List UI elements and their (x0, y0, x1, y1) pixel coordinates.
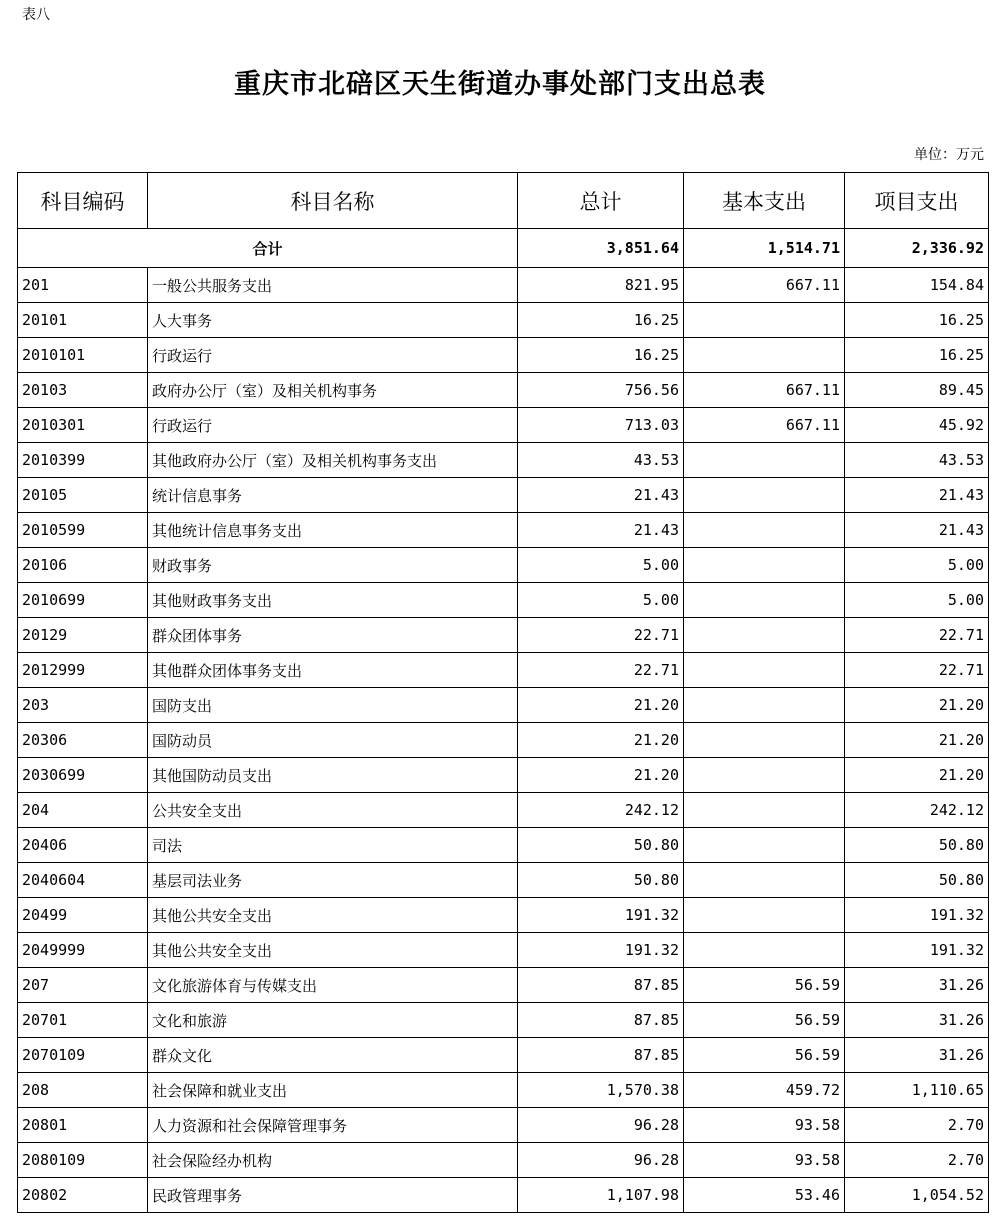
row-basic (684, 793, 845, 828)
table-row (18, 653, 989, 688)
row-basic (684, 898, 845, 933)
row-name: 财政事务 (148, 548, 518, 583)
row-basic (684, 723, 845, 758)
row-total: 1,570.38 (518, 1073, 684, 1108)
row-total: 87.85 (518, 1038, 684, 1073)
row-basic: 459.72 (684, 1073, 845, 1108)
row-code: 2080109 (18, 1143, 148, 1178)
row-name: 行政运行 (148, 338, 518, 373)
row-basic: 667.11 (684, 268, 845, 303)
row-project: 5.00 (845, 548, 989, 583)
row-code: 20101 (18, 303, 148, 338)
row-name: 其他公共安全支出 (148, 933, 518, 968)
row-project: 31.26 (845, 968, 989, 1003)
row-project: 31.26 (845, 1038, 989, 1073)
row-name: 社会保险经办机构 (148, 1143, 518, 1178)
row-project: 50.80 (845, 828, 989, 863)
total-project: 2,336.92 (845, 229, 989, 268)
row-name: 统计信息事务 (148, 478, 518, 513)
row-project: 21.43 (845, 513, 989, 548)
row-project: 16.25 (845, 303, 989, 338)
row-total: 43.53 (518, 443, 684, 478)
row-project: 45.92 (845, 408, 989, 443)
header-name: 科目名称 (148, 173, 518, 229)
row-name: 司法 (148, 828, 518, 863)
row-basic (684, 688, 845, 723)
row-basic (684, 513, 845, 548)
row-project: 5.00 (845, 583, 989, 618)
row-project: 1,054.52 (845, 1178, 989, 1213)
row-total: 5.00 (518, 548, 684, 583)
row-name: 其他政府办公厅（室）及相关机构事务支出 (148, 443, 518, 478)
table-row (18, 338, 989, 373)
row-total: 713.03 (518, 408, 684, 443)
row-basic (684, 758, 845, 793)
row-basic (684, 653, 845, 688)
row-project: 242.12 (845, 793, 989, 828)
row-code: 203 (18, 688, 148, 723)
row-project: 191.32 (845, 933, 989, 968)
row-basic (684, 478, 845, 513)
row-name: 社会保障和就业支出 (148, 1073, 518, 1108)
row-total: 21.43 (518, 513, 684, 548)
row-total: 21.20 (518, 688, 684, 723)
row-basic: 56.59 (684, 1003, 845, 1038)
total-label: 合计 (18, 229, 518, 268)
table-row (18, 1038, 989, 1073)
row-code: 207 (18, 968, 148, 1003)
header-total: 总计 (518, 173, 684, 229)
row-project: 191.32 (845, 898, 989, 933)
row-code: 20306 (18, 723, 148, 758)
header-code: 科目编码 (18, 173, 148, 229)
row-basic (684, 828, 845, 863)
row-basic: 56.59 (684, 1038, 845, 1073)
row-name: 公共安全支出 (148, 793, 518, 828)
row-basic (684, 583, 845, 618)
row-project: 43.53 (845, 443, 989, 478)
row-code: 20106 (18, 548, 148, 583)
row-name: 行政运行 (148, 408, 518, 443)
row-code: 2010699 (18, 583, 148, 618)
row-name: 一般公共服务支出 (148, 268, 518, 303)
row-project: 154.84 (845, 268, 989, 303)
table-row (18, 1003, 989, 1038)
row-project: 31.26 (845, 1003, 989, 1038)
row-basic: 93.58 (684, 1108, 845, 1143)
row-project: 22.71 (845, 653, 989, 688)
row-name: 群众文化 (148, 1038, 518, 1073)
table-row (18, 1108, 989, 1143)
expenditure-table (17, 172, 989, 1213)
table-row (18, 618, 989, 653)
row-code: 208 (18, 1073, 148, 1108)
row-code: 20105 (18, 478, 148, 513)
row-basic: 667.11 (684, 373, 845, 408)
row-basic (684, 303, 845, 338)
table-row (18, 828, 989, 863)
row-total: 50.80 (518, 863, 684, 898)
row-code: 20129 (18, 618, 148, 653)
unit-label: 单位：万元 (914, 147, 984, 163)
table-row (18, 408, 989, 443)
row-basic (684, 338, 845, 373)
row-basic (684, 933, 845, 968)
row-project: 2.70 (845, 1143, 989, 1178)
table-row (18, 268, 989, 303)
row-project: 2.70 (845, 1108, 989, 1143)
row-code: 2010399 (18, 443, 148, 478)
table-row (18, 1178, 989, 1213)
table-row (18, 898, 989, 933)
row-total: 191.32 (518, 933, 684, 968)
row-project: 50.80 (845, 863, 989, 898)
row-name: 民政管理事务 (148, 1178, 518, 1213)
row-total: 87.85 (518, 968, 684, 1003)
table-row (18, 1073, 989, 1108)
row-code: 20499 (18, 898, 148, 933)
row-total: 821.95 (518, 268, 684, 303)
row-name: 文化旅游体育与传媒支出 (148, 968, 518, 1003)
table-row (18, 583, 989, 618)
row-basic (684, 443, 845, 478)
row-name: 国防支出 (148, 688, 518, 723)
row-code: 2070109 (18, 1038, 148, 1073)
document-title: 重庆市北碚区天生街道办事处部门支出总表 (234, 69, 766, 100)
row-code: 20801 (18, 1108, 148, 1143)
row-total: 242.12 (518, 793, 684, 828)
total-sum: 3,851.64 (518, 229, 684, 268)
row-name: 其他财政事务支出 (148, 583, 518, 618)
row-code: 2010101 (18, 338, 148, 373)
table-row (18, 863, 989, 898)
row-total: 96.28 (518, 1108, 684, 1143)
table-row (18, 373, 989, 408)
row-total: 16.25 (518, 303, 684, 338)
total-row (18, 229, 989, 268)
row-total: 21.43 (518, 478, 684, 513)
row-total: 191.32 (518, 898, 684, 933)
table-row (18, 443, 989, 478)
row-total: 50.80 (518, 828, 684, 863)
header-project: 项目支出 (845, 173, 989, 229)
row-total: 87.85 (518, 1003, 684, 1038)
row-code: 2040604 (18, 863, 148, 898)
table-row (18, 478, 989, 513)
row-code: 2012999 (18, 653, 148, 688)
row-project: 21.20 (845, 758, 989, 793)
row-name: 人大事务 (148, 303, 518, 338)
header-row (18, 173, 989, 229)
row-project: 16.25 (845, 338, 989, 373)
row-project: 1,110.65 (845, 1073, 989, 1108)
row-name: 文化和旅游 (148, 1003, 518, 1038)
row-project: 21.20 (845, 723, 989, 758)
row-total: 21.20 (518, 758, 684, 793)
table-row (18, 1143, 989, 1178)
row-code: 2030699 (18, 758, 148, 793)
table-row (18, 758, 989, 793)
row-code: 204 (18, 793, 148, 828)
row-code: 20406 (18, 828, 148, 863)
row-project: 21.43 (845, 478, 989, 513)
row-total: 21.20 (518, 723, 684, 758)
table-number-label: 表八 (22, 7, 50, 23)
row-basic (684, 548, 845, 583)
row-name: 其他公共安全支出 (148, 898, 518, 933)
table-row (18, 513, 989, 548)
row-total: 96.28 (518, 1143, 684, 1178)
row-project: 22.71 (845, 618, 989, 653)
table-row (18, 933, 989, 968)
row-name: 国防动员 (148, 723, 518, 758)
row-total: 16.25 (518, 338, 684, 373)
row-total: 1,107.98 (518, 1178, 684, 1213)
row-code: 201 (18, 268, 148, 303)
header-basic: 基本支出 (684, 173, 845, 229)
total-basic: 1,514.71 (684, 229, 845, 268)
row-name: 群众团体事务 (148, 618, 518, 653)
table-row (18, 303, 989, 338)
row-basic: 93.58 (684, 1143, 845, 1178)
row-name: 其他群众团体事务支出 (148, 653, 518, 688)
row-code: 2010599 (18, 513, 148, 548)
row-project: 89.45 (845, 373, 989, 408)
row-basic: 53.46 (684, 1178, 845, 1213)
row-total: 756.56 (518, 373, 684, 408)
row-total: 22.71 (518, 618, 684, 653)
row-basic: 667.11 (684, 408, 845, 443)
row-name: 其他统计信息事务支出 (148, 513, 518, 548)
row-name: 其他国防动员支出 (148, 758, 518, 793)
row-total: 22.71 (518, 653, 684, 688)
row-name: 基层司法业务 (148, 863, 518, 898)
table-row (18, 723, 989, 758)
row-code: 2049999 (18, 933, 148, 968)
table-row (18, 548, 989, 583)
row-basic (684, 863, 845, 898)
table-row (18, 968, 989, 1003)
row-code: 20701 (18, 1003, 148, 1038)
row-total: 5.00 (518, 583, 684, 618)
row-name: 政府办公厅（室）及相关机构事务 (148, 373, 518, 408)
table-row (18, 688, 989, 723)
row-basic (684, 618, 845, 653)
table-row (18, 793, 989, 828)
row-code: 2010301 (18, 408, 148, 443)
row-name: 人力资源和社会保障管理事务 (148, 1108, 518, 1143)
row-project: 21.20 (845, 688, 989, 723)
row-code: 20103 (18, 373, 148, 408)
row-code: 20802 (18, 1178, 148, 1213)
row-basic: 56.59 (684, 968, 845, 1003)
